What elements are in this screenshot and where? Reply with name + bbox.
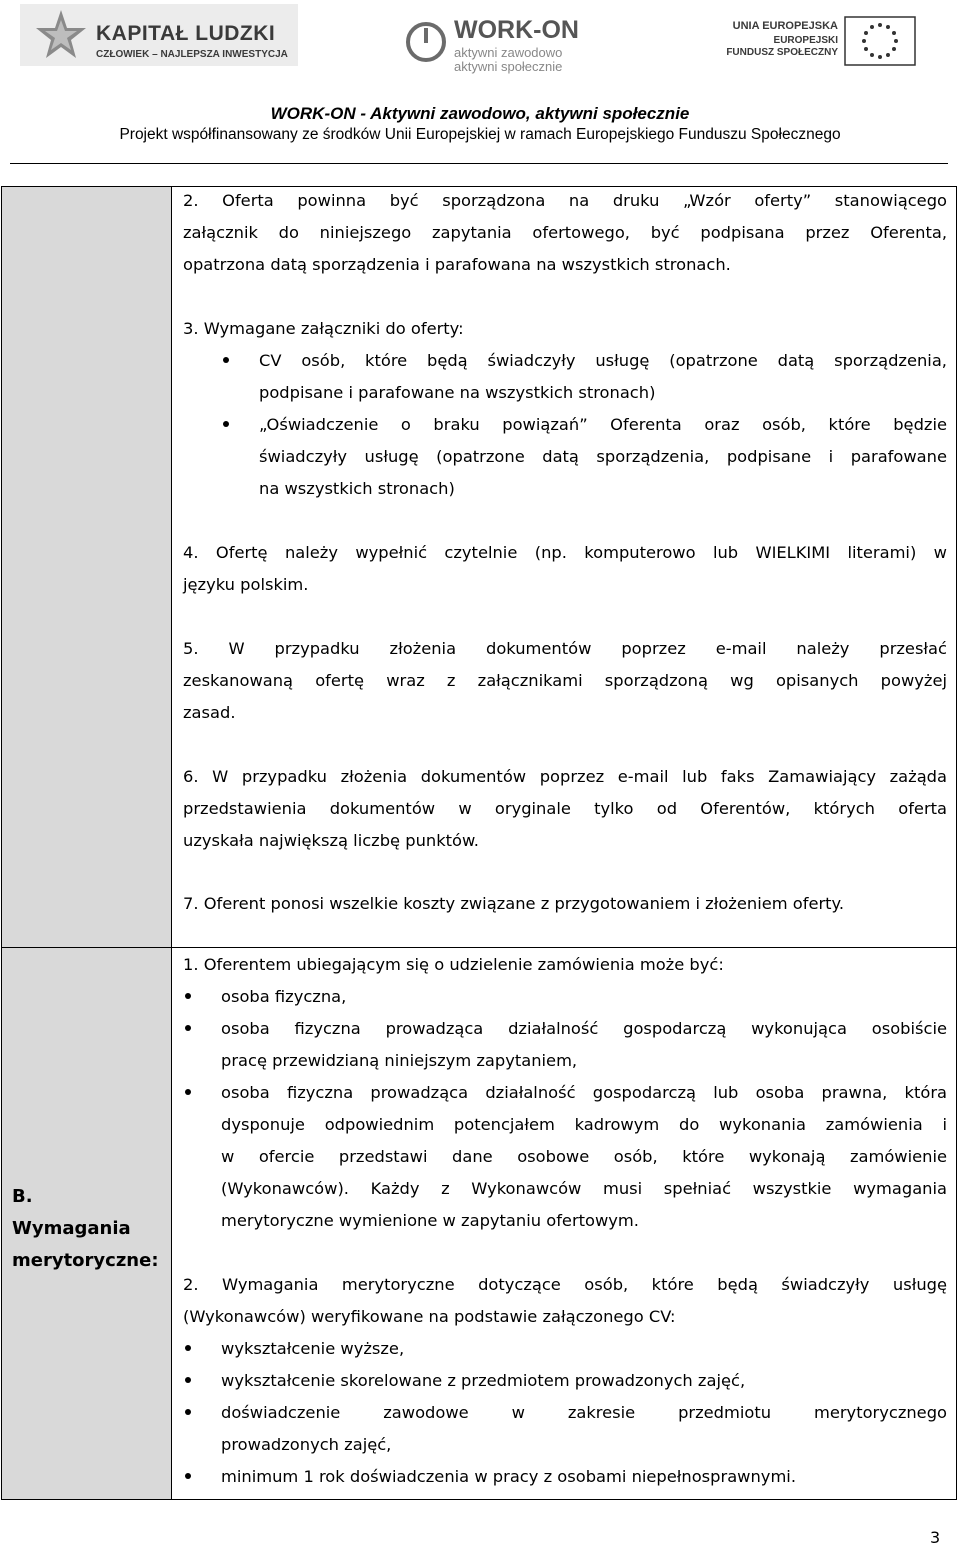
a-p5-line: zasad.: [183, 703, 236, 722]
a-p3-intro: 3. Wymagane załączniki do oferty:: [183, 319, 464, 338]
b-p1-item-line: w ofercie przedstawi dane osobowe osób, które wykonają zamówienie: [221, 1147, 947, 1166]
bullet-icon: [185, 1345, 191, 1351]
b-p1-item-line: dysponuje odpowiednim potencjałem kadrowym do wykonania zamówienia i: [221, 1115, 947, 1134]
a-p3-item-line: CV osób, które będą świadczyły usługę (opatrzone datą sporządzenia,: [259, 351, 947, 370]
b-p1-item-line: osoba fizyczna prowadząca działalność gospodarczą wykonująca osobiście: [221, 1019, 947, 1038]
a-p5-line: zeskanowaną ofertę wraz z załącznikami sporządzoną wg opisanych powyżej: [183, 671, 947, 690]
bullet-icon: [185, 1377, 191, 1383]
a-p2-line: 2. Oferta powinna być sporządzona na druku „Wzór oferty” stanowiącego: [183, 191, 947, 210]
a-p3-item-line: „Oświadczenie o braku powiązań” Oferenta oraz osób, które będzie: [259, 415, 947, 434]
work-on-logo: [404, 14, 604, 74]
section-b-title-line2: merytoryczne:: [12, 1250, 159, 1271]
bullet-icon: [223, 357, 229, 363]
kapital-ludzki-subtitle: CZŁOWIEK – NAJLEPSZA INWESTYCJA: [96, 49, 288, 60]
work-on-title: WORK-ON: [454, 16, 579, 44]
eu-logo-line3: FUNDUSZ SPOŁECZNY: [726, 47, 838, 58]
kapital-ludzki-title: KAPITAŁ LUDZKI: [96, 22, 276, 45]
header-logo-bar: [0, 0, 960, 100]
section-b-label: [12, 1181, 162, 1277]
b-p1-item-line: osoba fizyczna,: [221, 987, 347, 1006]
a-p4-line: języku polskim.: [183, 575, 309, 594]
power-ring-icon: [404, 20, 448, 64]
table-row-divider: [2, 947, 956, 948]
bullet-icon: [185, 993, 191, 999]
a-p3-item-line: świadczyły usługę (opatrzone datą sporządzenia, podpisane i parafowane: [259, 447, 947, 466]
b-p2-item-line: doświadczenie zawodowe w zakresie przedmiotu merytorycznego: [221, 1403, 947, 1422]
a-p3-item-line: na wszystkich stronach): [259, 479, 455, 498]
a-p4-line: 4. Ofertę należy wypełnić czytelnie (np. komputerowo lub WIELKIMI literami) w: [183, 543, 947, 562]
a-p2-line: załącznik do niniejszego zapytania ofertowego, być podpisana przez Oferenta,: [183, 223, 947, 242]
page-number: 3: [930, 1528, 941, 1547]
project-subtitle: Projekt współfinansowany ze środków Unii Europejskiej w ramach Europejskiego Funduszu Społecznego: [119, 126, 841, 143]
b-p2-item-line: wykształcenie skorelowane z przedmiotem prowadzonych zajęć,: [221, 1371, 746, 1390]
b-p1-item-line: (Wykonawców). Każdy z Wykonawców musi spełniać wszystkie wymagania: [221, 1179, 947, 1198]
b-p1-item-line: osoba fizyczna prowadząca działalność gospodarczą lub osoba prawna, która: [221, 1083, 947, 1102]
b-p2-intro-line: (Wykonawców) weryfikowane na podstawie załączonego CV:: [183, 1307, 676, 1326]
a-p3-item-line: podpisane i parafowane na wszystkich stronach): [259, 383, 656, 402]
a-p6-line: przedstawienia dokumentów w oryginale tylko od Oferentów, których oferta: [183, 799, 947, 818]
b-p2-item-line: prowadzonych zajęć,: [221, 1435, 392, 1454]
bullet-icon: [223, 421, 229, 427]
project-title: WORK-ON - Aktywni zawodowo, aktywni społecznie: [270, 104, 690, 123]
table-left-column: [2, 187, 172, 1499]
kapital-ludzki-logo: [20, 4, 298, 66]
a-p6-line: 6. W przypadku złożenia dokumentów poprzez e-mail lub faks Zamawiający zażąda: [183, 767, 947, 786]
section-b-title-line1: Wymagania: [12, 1218, 131, 1239]
bullet-icon: [185, 1473, 191, 1479]
a-p5-line: 5. W przypadku złożenia dokumentów poprzez e-mail należy przesłać: [183, 639, 947, 658]
a-p2-line: opatrzona datą sporządzenia i parafowana na wszystkich stronach.: [183, 255, 731, 274]
eu-flag-icon: [844, 16, 916, 66]
a-p7-line: 7. Oferent ponosi wszelkie koszty związane z przygotowaniem i złożeniem oferty.: [183, 894, 845, 913]
work-on-line2: aktywni społecznie: [454, 59, 563, 74]
a-p6-line: uzyskała największą liczbę punktów.: [183, 831, 479, 850]
bullet-icon: [185, 1089, 191, 1095]
work-on-line1: aktywni zawodowo: [454, 45, 563, 60]
b-p2-item-line: minimum 1 rok doświadczenia w pracy z osobami niepełnosprawnymi.: [221, 1467, 797, 1486]
b-p1-item-line: merytoryczne wymienione w zapytaniu ofertowym.: [221, 1211, 639, 1230]
eu-logo-line2: EUROPEJSKI: [773, 35, 838, 46]
b-p2-item-line: wykształcenie wyższe,: [221, 1339, 405, 1358]
bullet-icon: [185, 1025, 191, 1031]
section-b-letter: B.: [12, 1186, 33, 1207]
header-divider: [10, 163, 948, 164]
kapital-ludzki-star-icon: [34, 8, 88, 62]
bullet-icon: [185, 1409, 191, 1415]
eu-logo: [726, 14, 924, 70]
requirements-table: [1, 186, 957, 1500]
b-p2-intro-line: 2. Wymagania merytoryczne dotyczące osób, które będą świadczyły usługę: [183, 1275, 947, 1294]
b-p1-intro: 1. Oferentem ubiegającym się o udzielenie zamówienia może być:: [183, 955, 724, 974]
b-p1-item-line: pracę przewidzianą niniejszym zapytaniem,: [221, 1051, 578, 1070]
eu-logo-line1: UNIA EUROPEJSKA: [732, 20, 838, 32]
